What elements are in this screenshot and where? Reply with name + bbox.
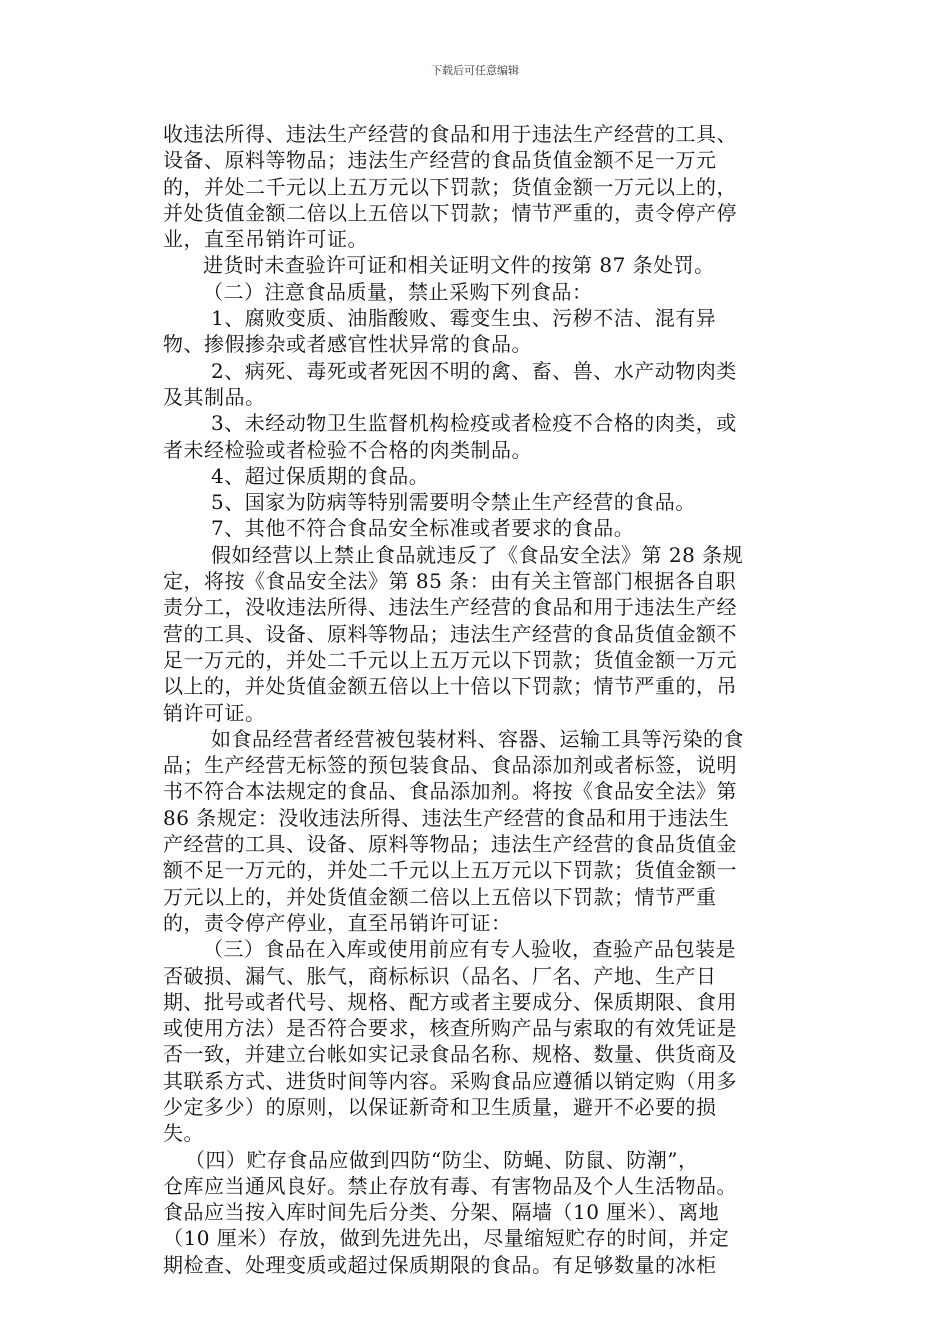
page-header: 下载后可任意编辑: [431, 64, 519, 77]
list-item: 5、国家为防病等特别需要明令禁止生产经营的食品。: [211, 490, 696, 515]
text-line: 者未经检验或者检验不合格的肉类制品。: [163, 437, 532, 462]
text-line: 物、掺假掺杂或者感官性状异常的食品。: [163, 332, 532, 357]
text-line: 期、批号或者代号、规格、配方或者主要成分、保质期限、食用: [163, 989, 737, 1014]
text-line: 失。: [163, 1121, 204, 1146]
text-line: 以上的，并处货值金额五倍以上十倍以下罚款；情节严重的，吊: [163, 674, 737, 699]
text-line: 销许可证。: [163, 700, 266, 725]
text-line: 设备、原料等物品；违法生产经营的食品货值金额不足一万元: [163, 148, 717, 173]
text-line: （10 厘米）存放，做到先进先出，尽量缩短贮存的时间，并定: [163, 1226, 730, 1251]
paragraph-start: 如食品经营者经营被包装材料、容器、运输工具等污染的食: [211, 726, 744, 751]
text-line: 否破损、漏气、胀气，商标标识（品名、厂名、产地、生产日: [163, 963, 717, 988]
text-line: 产经营的工具、设备、原料等物品；违法生产经营的食品货值金: [163, 832, 737, 857]
text-line: 并处货值金额二倍以上五倍以下罚款；情节严重的，责令停产停: [163, 200, 737, 225]
list-item: 1、腐败变质、油脂酸败、霉变生虫、污秽不洁、混有异: [211, 306, 717, 331]
text-line: 定，将按《食品安全法》第 85 条：由有关主管部门根据各自职: [163, 569, 737, 594]
text-line: 额不足一万元的，并处二千元以上五万元以下罚款；货值金额一: [163, 858, 737, 883]
text-line: 其联系方式、进货时间等内容。采购食品应遵循以销定购（用多: [163, 1068, 737, 1093]
list-item: 2、病死、毒死或者死因不明的禽、畜、兽、水产动物肉类: [211, 358, 737, 383]
section-heading: （四）贮存食品应做到四防“防尘、防蝇、防鼠、防潮”，: [185, 1147, 699, 1172]
text-line: 或使用方法）是否符合要求，核查所购产品与索取的有效凭证是: [163, 1016, 737, 1041]
text-line: 少定多少）的原则，以保证新奇和卫生质量，避开不必要的损: [163, 1094, 717, 1119]
text-line: 仓库应当通风良好。禁止存放有毒、有害物品及个人生活物品。: [163, 1173, 737, 1198]
text-line: 业，直至吊销许可证。: [163, 227, 368, 252]
text-line: 万元以上的，并处货值金额二倍以上五倍以下罚款；情节严重: [163, 884, 717, 909]
text-line: 品；生产经营无标签的预包装食品、食品添加剂或者标签，说明: [163, 753, 737, 778]
text-line: 86 条规定：没收违法所得、违法生产经营的食品和用于违法生: [163, 805, 730, 830]
list-item: 4、超过保质期的食品。: [211, 463, 430, 488]
paragraph-start: 假如经营以上禁止食品就违反了《食品安全法》第 28 条规: [211, 542, 744, 567]
text-line: 书不符合本法规定的食品、食品添加剂。将按《食品安全法》第: [163, 779, 737, 804]
text-line: 食品应当按入库时间先后分类、分架、隔墙（10 厘米）、离地: [163, 1200, 720, 1225]
text-line: 期检查、处理变质或超过保质期限的食品。有足够数量的冰柜: [163, 1252, 717, 1277]
text-line: 的，并处二千元以上五万元以下罚款；货值金额一万元以上的，: [163, 174, 737, 199]
text-line: 足一万元的，并处二千元以上五万元以下罚款；货值金额一万元: [163, 647, 737, 672]
text-line: 营的工具、设备、原料等物品；违法生产经营的食品货值金额不: [163, 621, 737, 646]
list-item: 7、其他不符合食品安全标准或者要求的食品。: [211, 516, 635, 541]
section-heading: （二）注意食品质量，禁止采购下列食品：: [203, 279, 593, 304]
text-line: 收违法所得、违法生产经营的食品和用于违法生产经营的工具、: [163, 122, 737, 146]
text-line: 的，责令停产停业，直至吊销许可证：: [163, 910, 512, 935]
text-line: 否一致，并建立台帐如实记录食品名称、规格、数量、供货商及: [163, 1042, 737, 1067]
paragraph-start: 进货时未查验许可证和相关证明文件的按第 87 条处罚。: [203, 253, 715, 278]
text-line: 责分工，没收违法所得、违法生产经营的食品和用于违法生产经: [163, 595, 737, 620]
section-heading: （三）食品在入库或使用前应有专人验收，查验产品包装是: [203, 937, 736, 962]
text-line: 及其制品。: [163, 384, 266, 409]
document-body: [163, 121, 793, 1278]
list-item: 3、未经动物卫生监督机构检疫或者检疫不合格的肉类，或: [211, 411, 737, 436]
